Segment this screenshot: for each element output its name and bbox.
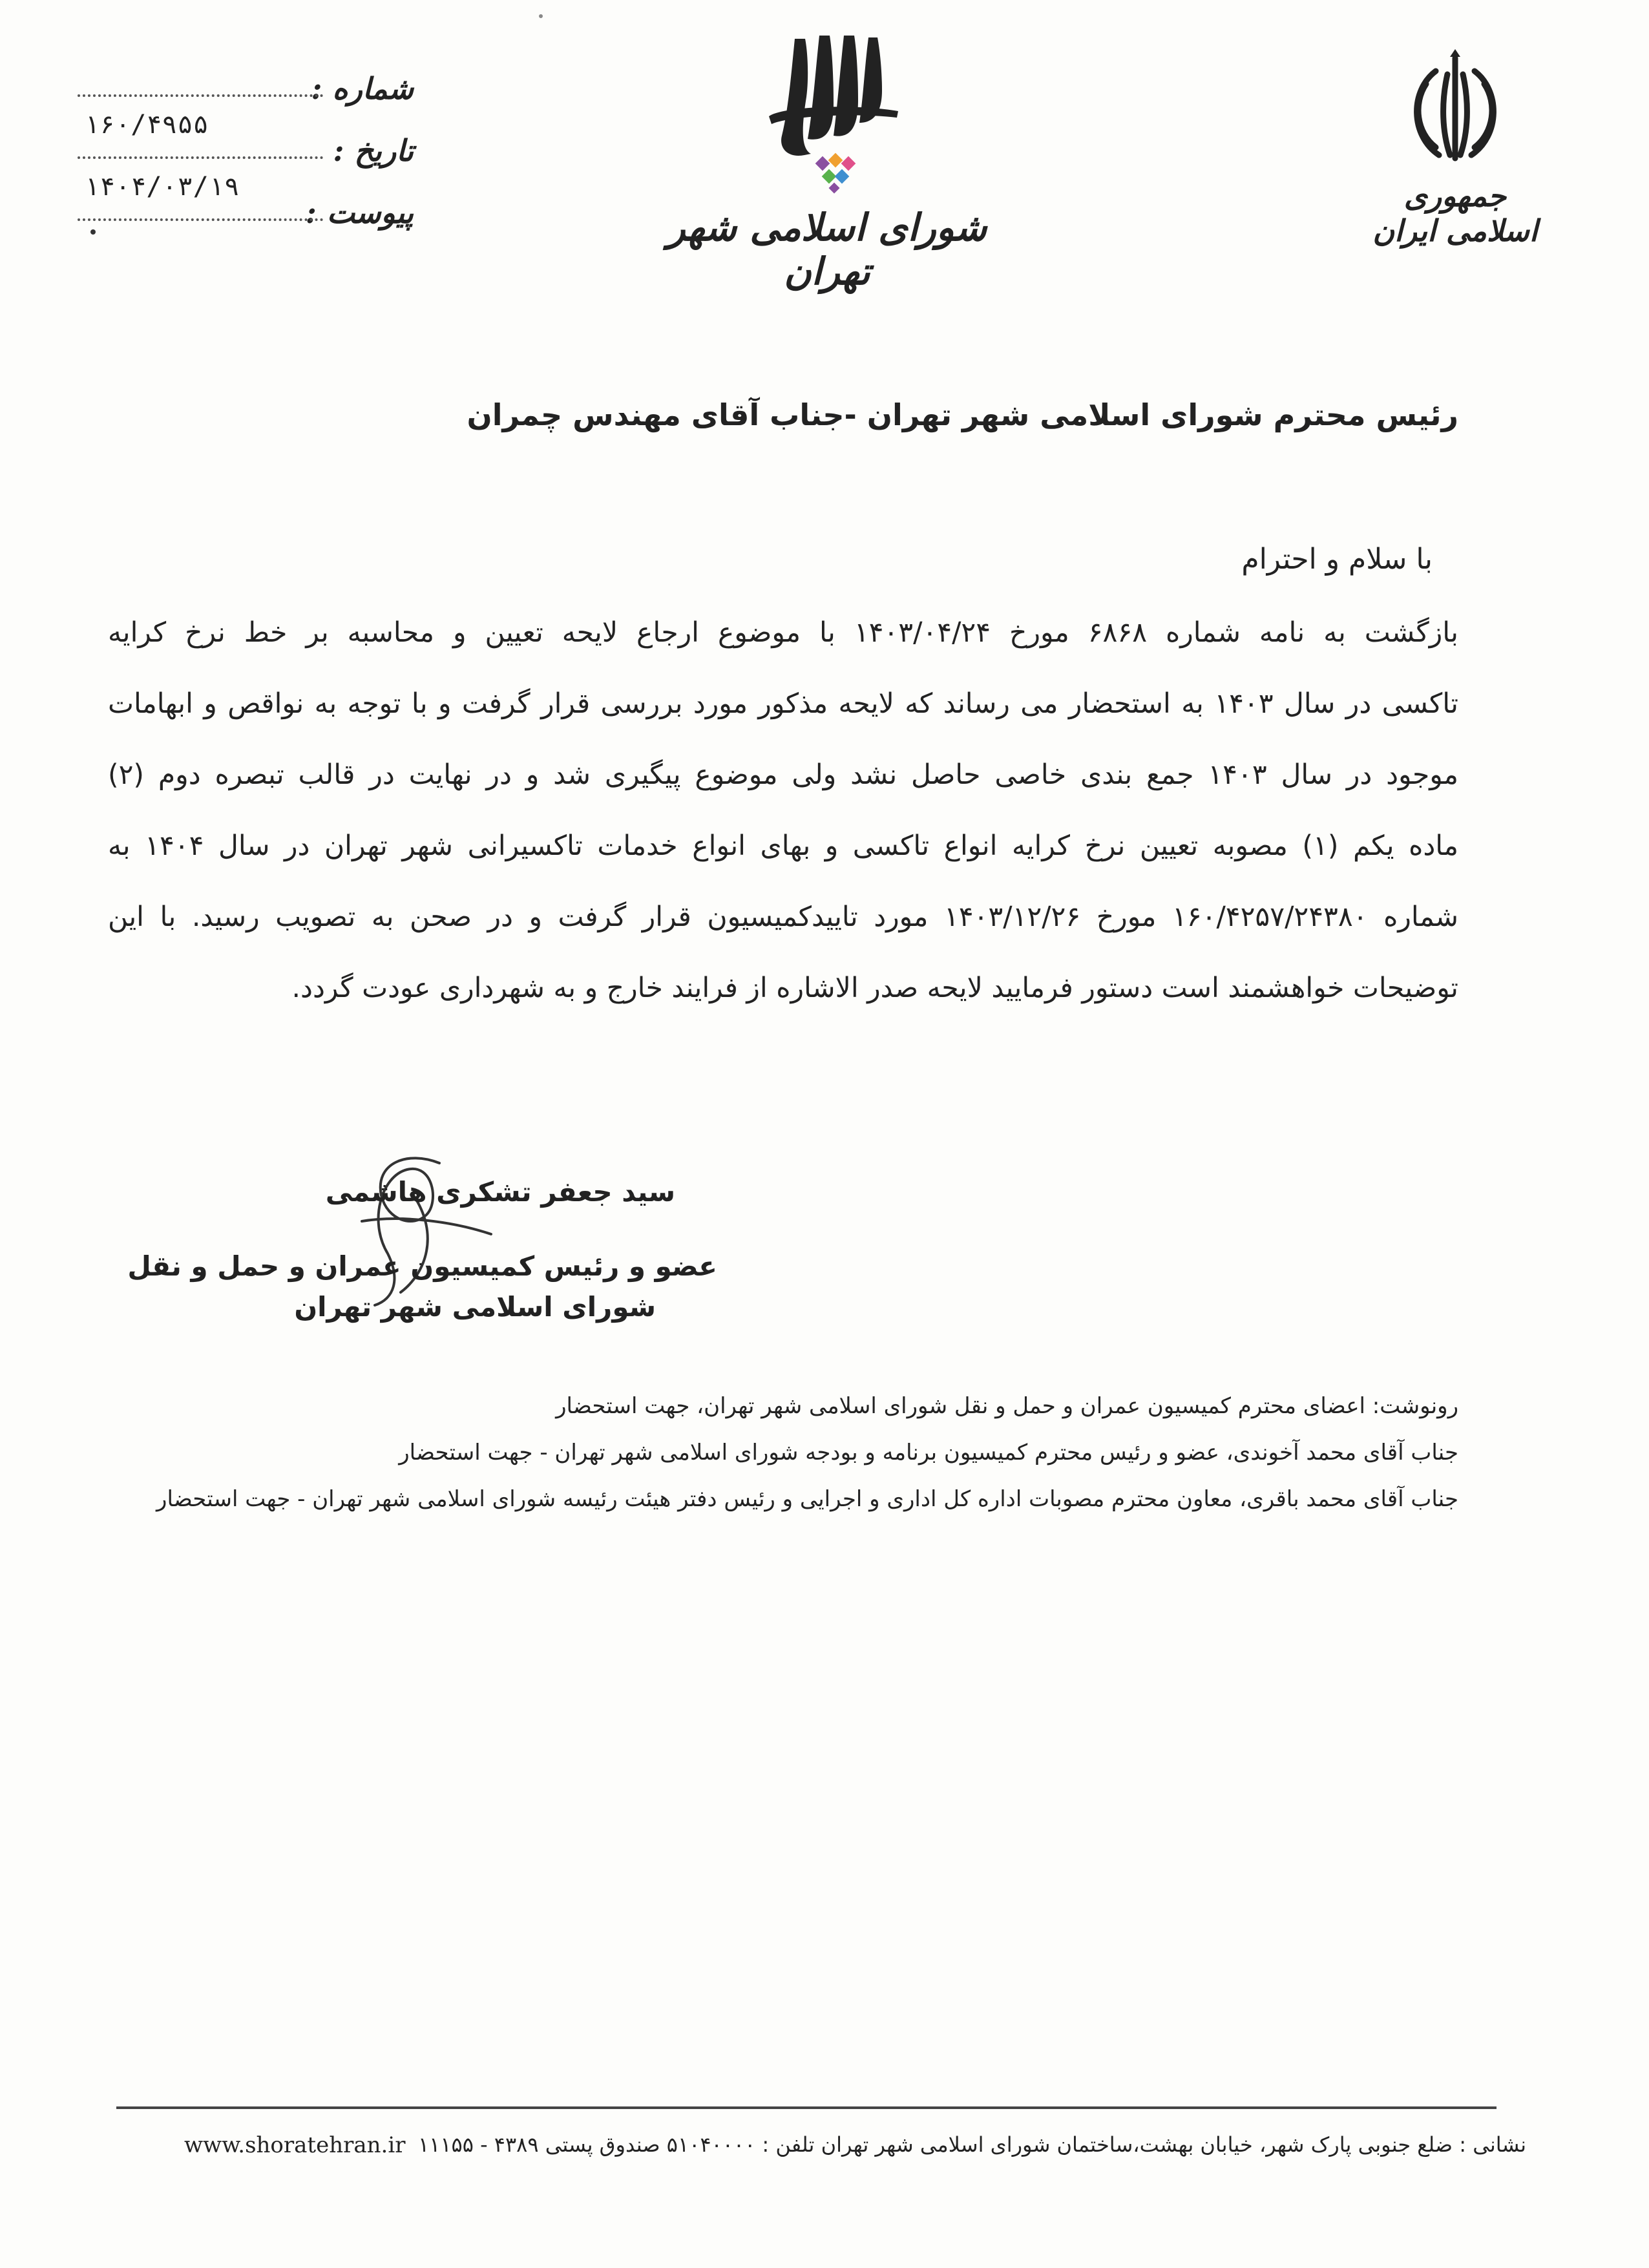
meta-value-number: ۱۶۰/۴۹۵۵	[84, 110, 209, 140]
signature-block	[127, 1124, 717, 1383]
meta-label-number: شماره :	[311, 71, 414, 106]
footer-address: نشانی : ضلع جنوبی پارک شهر، خیابان بهشت،ساختمان شورای اسلامی شهر تهران تلفن : ۵۱۰۴۰۰۰۰ صندوق پستی ۴۳۸۹ - ۱۱۱۵۵	[417, 2132, 1526, 2157]
meta-dot-mark	[90, 229, 96, 235]
meta-row-date	[78, 133, 414, 202]
signature-title: عضو و رئیس کمیسیون عمران و حمل و نقل	[127, 1250, 717, 1282]
iran-emblem-caption: جمهوری اسلامی ایران	[1372, 178, 1538, 248]
copy-line: جناب آقای محمد باقری، معاون محترم مصوبات اداره کل اداری و اجرایی و رئیس دفتر هیئت رئیسه شورای اسلامی شهر تهران - جهت استحضار	[156, 1486, 1458, 1512]
meta-value-date: ۱۴۰۴/۰۳/۱۹	[84, 172, 240, 202]
body-line: ماده یکم (۱) مصوبه تعیین نرخ کرایه انواع تاکسی و بهای انواع خدمات تاکسیرانی شهر تهران در سال ۱۴۰۴ به	[108, 830, 1458, 862]
meta-dots	[78, 94, 323, 97]
copies-block	[101, 1383, 1458, 1522]
footer-divider	[116, 2106, 1497, 2109]
body-line: توضیحات خواهشمند است دستور فرمایید لایحه صدر الاشاره از فرایند خارج و به شهرداری عودت گردد.	[291, 972, 1458, 1004]
letter-body	[108, 598, 1458, 1024]
meta-label-date: تاریخ :	[333, 133, 414, 168]
iran-emblem-block	[1365, 45, 1546, 248]
council-logo-icon	[743, 32, 911, 194]
signature-org: شورای اسلامی شهر تهران	[294, 1291, 656, 1323]
body-line: موجود در سال ۱۴۰۳ جمع بندی خاصی حاصل نشد ولی موضوع پیگیری شد و در نهایت در قالب تبصره دوم (۲)	[108, 759, 1458, 791]
signature-name: سید جعفر تشکری هاشمی	[325, 1176, 675, 1208]
council-logo-block	[627, 32, 1027, 293]
meta-row-attachment	[78, 195, 414, 257]
meta-label-attachment: پیوست :	[305, 195, 414, 230]
council-logo-caption: شورای اسلامی شهر تهران	[667, 205, 987, 293]
letter-meta-block	[78, 71, 414, 257]
copy-line: رونوشت: اعضای محترم کمیسیون عمران و حمل و نقل شورای اسلامی شهر تهران، جهت استحضار	[556, 1393, 1458, 1419]
meta-dots	[78, 218, 323, 221]
meta-dots	[78, 156, 323, 159]
iran-emblem-icon	[1391, 45, 1520, 174]
letter-addressee: رئیس محترم شورای اسلامی شهر تهران -جناب آقای مهندس چمران	[467, 397, 1458, 432]
footer-website-link[interactable]: www.shoratehran.ir	[184, 2132, 406, 2158]
paper-speck	[539, 14, 543, 18]
copy-line: جناب آقای محمد آخوندی، عضو و رئیس محترم کمیسیون برنامه و بودجه شورای اسلامی شهر تهران - جهت استحضار	[399, 1440, 1458, 1465]
body-line: شماره ۱۶۰/۴۲۵۷/۲۴۳۸۰ مورخ ۱۴۰۳/۱۲/۲۶ مورد تاییدکمیسیون قرار گرفت و در صحن به تصویب رسید. با این	[108, 901, 1459, 933]
body-line: تاکسی در سال ۱۴۰۳ به استحضار می رساند که لایحه مذکور مورد بررسی قرار گرفت و با توجه به نواقص و ابهامات	[108, 688, 1459, 720]
meta-row-number	[78, 71, 414, 140]
body-line: بازگشت به نامه شماره ۶۸۶۸ مورخ ۱۴۰۳/۰۴/۲۴ با موضوع ارجاع لایحه تعیین و محاسبه بر خط نرخ کرایه	[108, 617, 1458, 649]
letter-greeting: با سلام و احترام	[1241, 543, 1433, 576]
